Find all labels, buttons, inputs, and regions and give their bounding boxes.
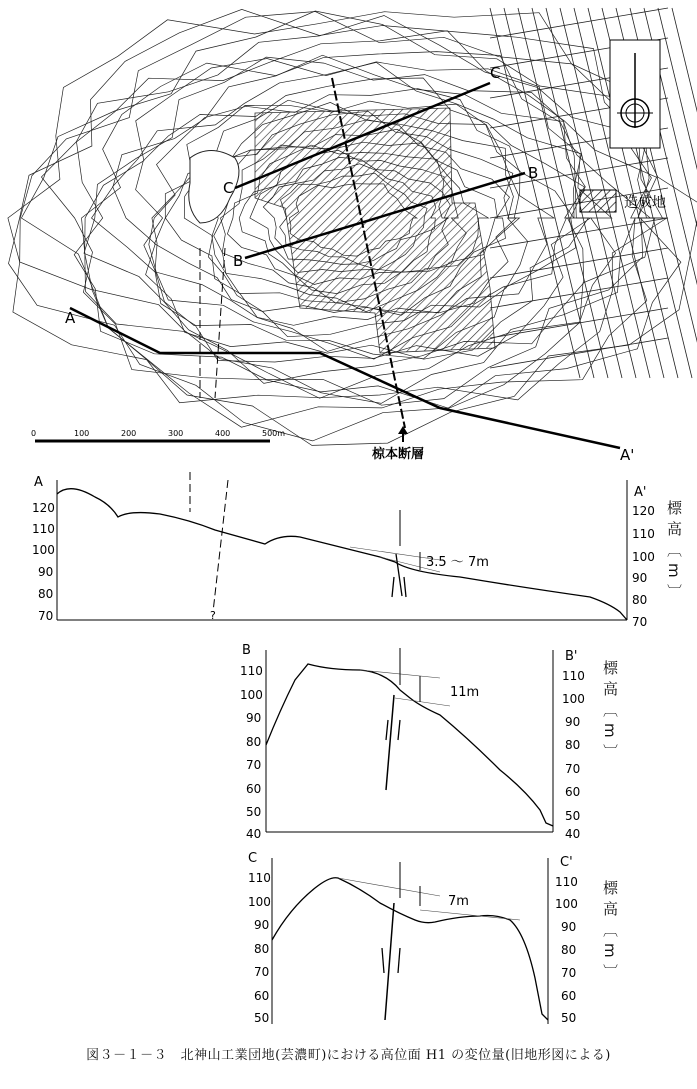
profile-c-ytick-r-5: 60 xyxy=(561,989,577,1003)
profile-b-extrapolation-2 xyxy=(395,698,450,706)
profile-b-ytick-l-7: 40 xyxy=(246,827,262,841)
profile-c-ytick-r-4: 70 xyxy=(561,966,577,980)
profile-a-ytick-l-0: 120 xyxy=(32,501,55,515)
profile-b-start-label: B xyxy=(242,643,251,658)
profile-b-ytick-l-2: 90 xyxy=(246,711,262,725)
profile-b-fault xyxy=(386,695,394,790)
profile-a xyxy=(0,472,697,632)
profile-c-slip-arrow-down xyxy=(382,948,384,973)
scale-tick-100: 100 xyxy=(74,429,90,438)
map-label-c-start: C xyxy=(223,179,234,197)
profile-b-ytick-r-7: 40 xyxy=(565,827,581,841)
profile-b-ytick-r-4: 70 xyxy=(565,762,581,776)
profile-a-offset-label: 3.5 ～ 7m xyxy=(426,555,489,570)
profile-c-ytick-l-2: 90 xyxy=(254,918,270,932)
profile-a-ytick-l-1: 110 xyxy=(32,522,55,536)
profile-b-ytick-l-1: 100 xyxy=(240,688,263,702)
profile-c-ytick-r-1: 100 xyxy=(555,897,578,911)
profile-b-ytick-l-6: 50 xyxy=(246,805,262,819)
profile-b-slip-arrow-down xyxy=(398,720,400,740)
profile-a-fault xyxy=(396,554,402,596)
profile-b xyxy=(0,640,697,840)
legend-hatch-swatch xyxy=(580,190,616,212)
profile-a-ytick-l-2: 100 xyxy=(32,543,55,557)
profile-b-axis-title: 標高〔m〕 xyxy=(601,660,619,765)
profile-c-offset-label: 7m xyxy=(448,894,469,909)
profile-b-end-label: B' xyxy=(565,649,578,664)
north-arrow-icon xyxy=(610,40,660,148)
profile-a-ytick-l-3: 90 xyxy=(38,565,54,579)
profile-b-ytick-r-5: 60 xyxy=(565,785,581,799)
profile-a-axis-title: 標高〔m〕 xyxy=(665,500,683,605)
profile-c-ytick-l-4: 70 xyxy=(254,965,270,979)
profile-a-ytick-r-0: 120 xyxy=(632,504,655,518)
profile-b-ytick-l-4: 70 xyxy=(246,758,262,772)
map-label-b-start: B xyxy=(233,252,244,270)
scale-tick-300: 300 xyxy=(168,429,184,438)
profile-b-slip-arrow-up xyxy=(386,720,388,740)
profile-b-terrain xyxy=(266,664,553,826)
profile-c-ytick-r-6: 50 xyxy=(561,1011,577,1025)
profile-a-ytick-r-5: 70 xyxy=(632,615,648,629)
profile-b-ytick-r-1: 100 xyxy=(562,692,585,706)
profile-b-ytick-l-5: 60 xyxy=(246,782,262,796)
map-label-c-end: C xyxy=(490,64,501,82)
profile-a-boundary-2 xyxy=(213,480,228,612)
profile-b-ytick-r-2: 90 xyxy=(565,715,581,729)
profile-c-terrain xyxy=(272,878,548,1020)
profile-c-ytick-l-0: 110 xyxy=(248,871,271,885)
profile-a-start-label: A xyxy=(34,475,43,490)
scale-tick-500: 500m xyxy=(262,429,286,438)
profile-a-slip-arrow-up xyxy=(392,577,394,597)
profile-a-ytick-l-5: 70 xyxy=(38,609,54,623)
figure-caption: 図３－１－３ 北神山工業団地(芸濃町)における高位面 H1 の変位量(旧地形図による) xyxy=(86,1048,611,1063)
profile-a-terrain xyxy=(57,489,627,620)
grid-line xyxy=(672,8,697,378)
map-label-a-prime: A' xyxy=(620,446,635,464)
profile-c-start-label: C xyxy=(248,851,258,866)
profile-c xyxy=(0,848,697,1028)
profile-a-ytick-r-1: 110 xyxy=(632,527,655,541)
profile-c-fault xyxy=(385,903,394,1020)
profile-a-ytick-r-2: 100 xyxy=(632,550,655,564)
profile-b-ytick-r-6: 50 xyxy=(565,809,581,823)
profile-b-offset-label: 11m xyxy=(450,685,480,700)
map-label-a: A xyxy=(65,309,76,327)
profile-c-axis-title: 標高〔m〕 xyxy=(601,880,619,985)
profile-b-ytick-r-0: 110 xyxy=(562,669,585,683)
profile-a-end-label: A' xyxy=(634,485,647,500)
fault-label: 椋本断層 xyxy=(372,447,425,462)
profile-c-end-label: C' xyxy=(560,855,573,870)
profile-c-ytick-l-6: 50 xyxy=(254,1011,270,1025)
profile-c-ytick-r-2: 90 xyxy=(561,920,577,934)
profile-b-ytick-r-3: 80 xyxy=(565,738,581,752)
legend-label: 造成地 xyxy=(624,195,666,211)
profile-c-ytick-r-0: 110 xyxy=(555,875,578,889)
profile-c-ytick-l-1: 100 xyxy=(248,895,271,909)
profile-b-ytick-l-3: 80 xyxy=(246,735,262,749)
profile-b-ytick-l-0: 110 xyxy=(240,664,263,678)
profile-c-ytick-r-3: 80 xyxy=(561,943,577,957)
profile-a-slip-arrow-down xyxy=(404,577,406,597)
scale-tick-0: 0 xyxy=(31,429,37,438)
profile-c-ytick-l-3: 80 xyxy=(254,942,270,956)
profile-a-ytick-r-4: 80 xyxy=(632,593,648,607)
profile-a-ytick-r-3: 90 xyxy=(632,571,648,585)
scale-tick-200: 200 xyxy=(121,429,137,438)
profile-a-ytick-l-4: 80 xyxy=(38,587,54,601)
map-label-b-end: B xyxy=(528,164,539,182)
profile-c-extrapolation-2 xyxy=(420,910,520,920)
profile-a-question: ? xyxy=(210,609,216,622)
scale-tick-400: 400 xyxy=(215,429,231,438)
profile-c-extrapolation-1 xyxy=(338,878,440,896)
scale-bar xyxy=(0,428,697,478)
profile-c-ytick-l-5: 60 xyxy=(254,989,270,1003)
profile-c-slip-arrow-up xyxy=(398,948,400,973)
